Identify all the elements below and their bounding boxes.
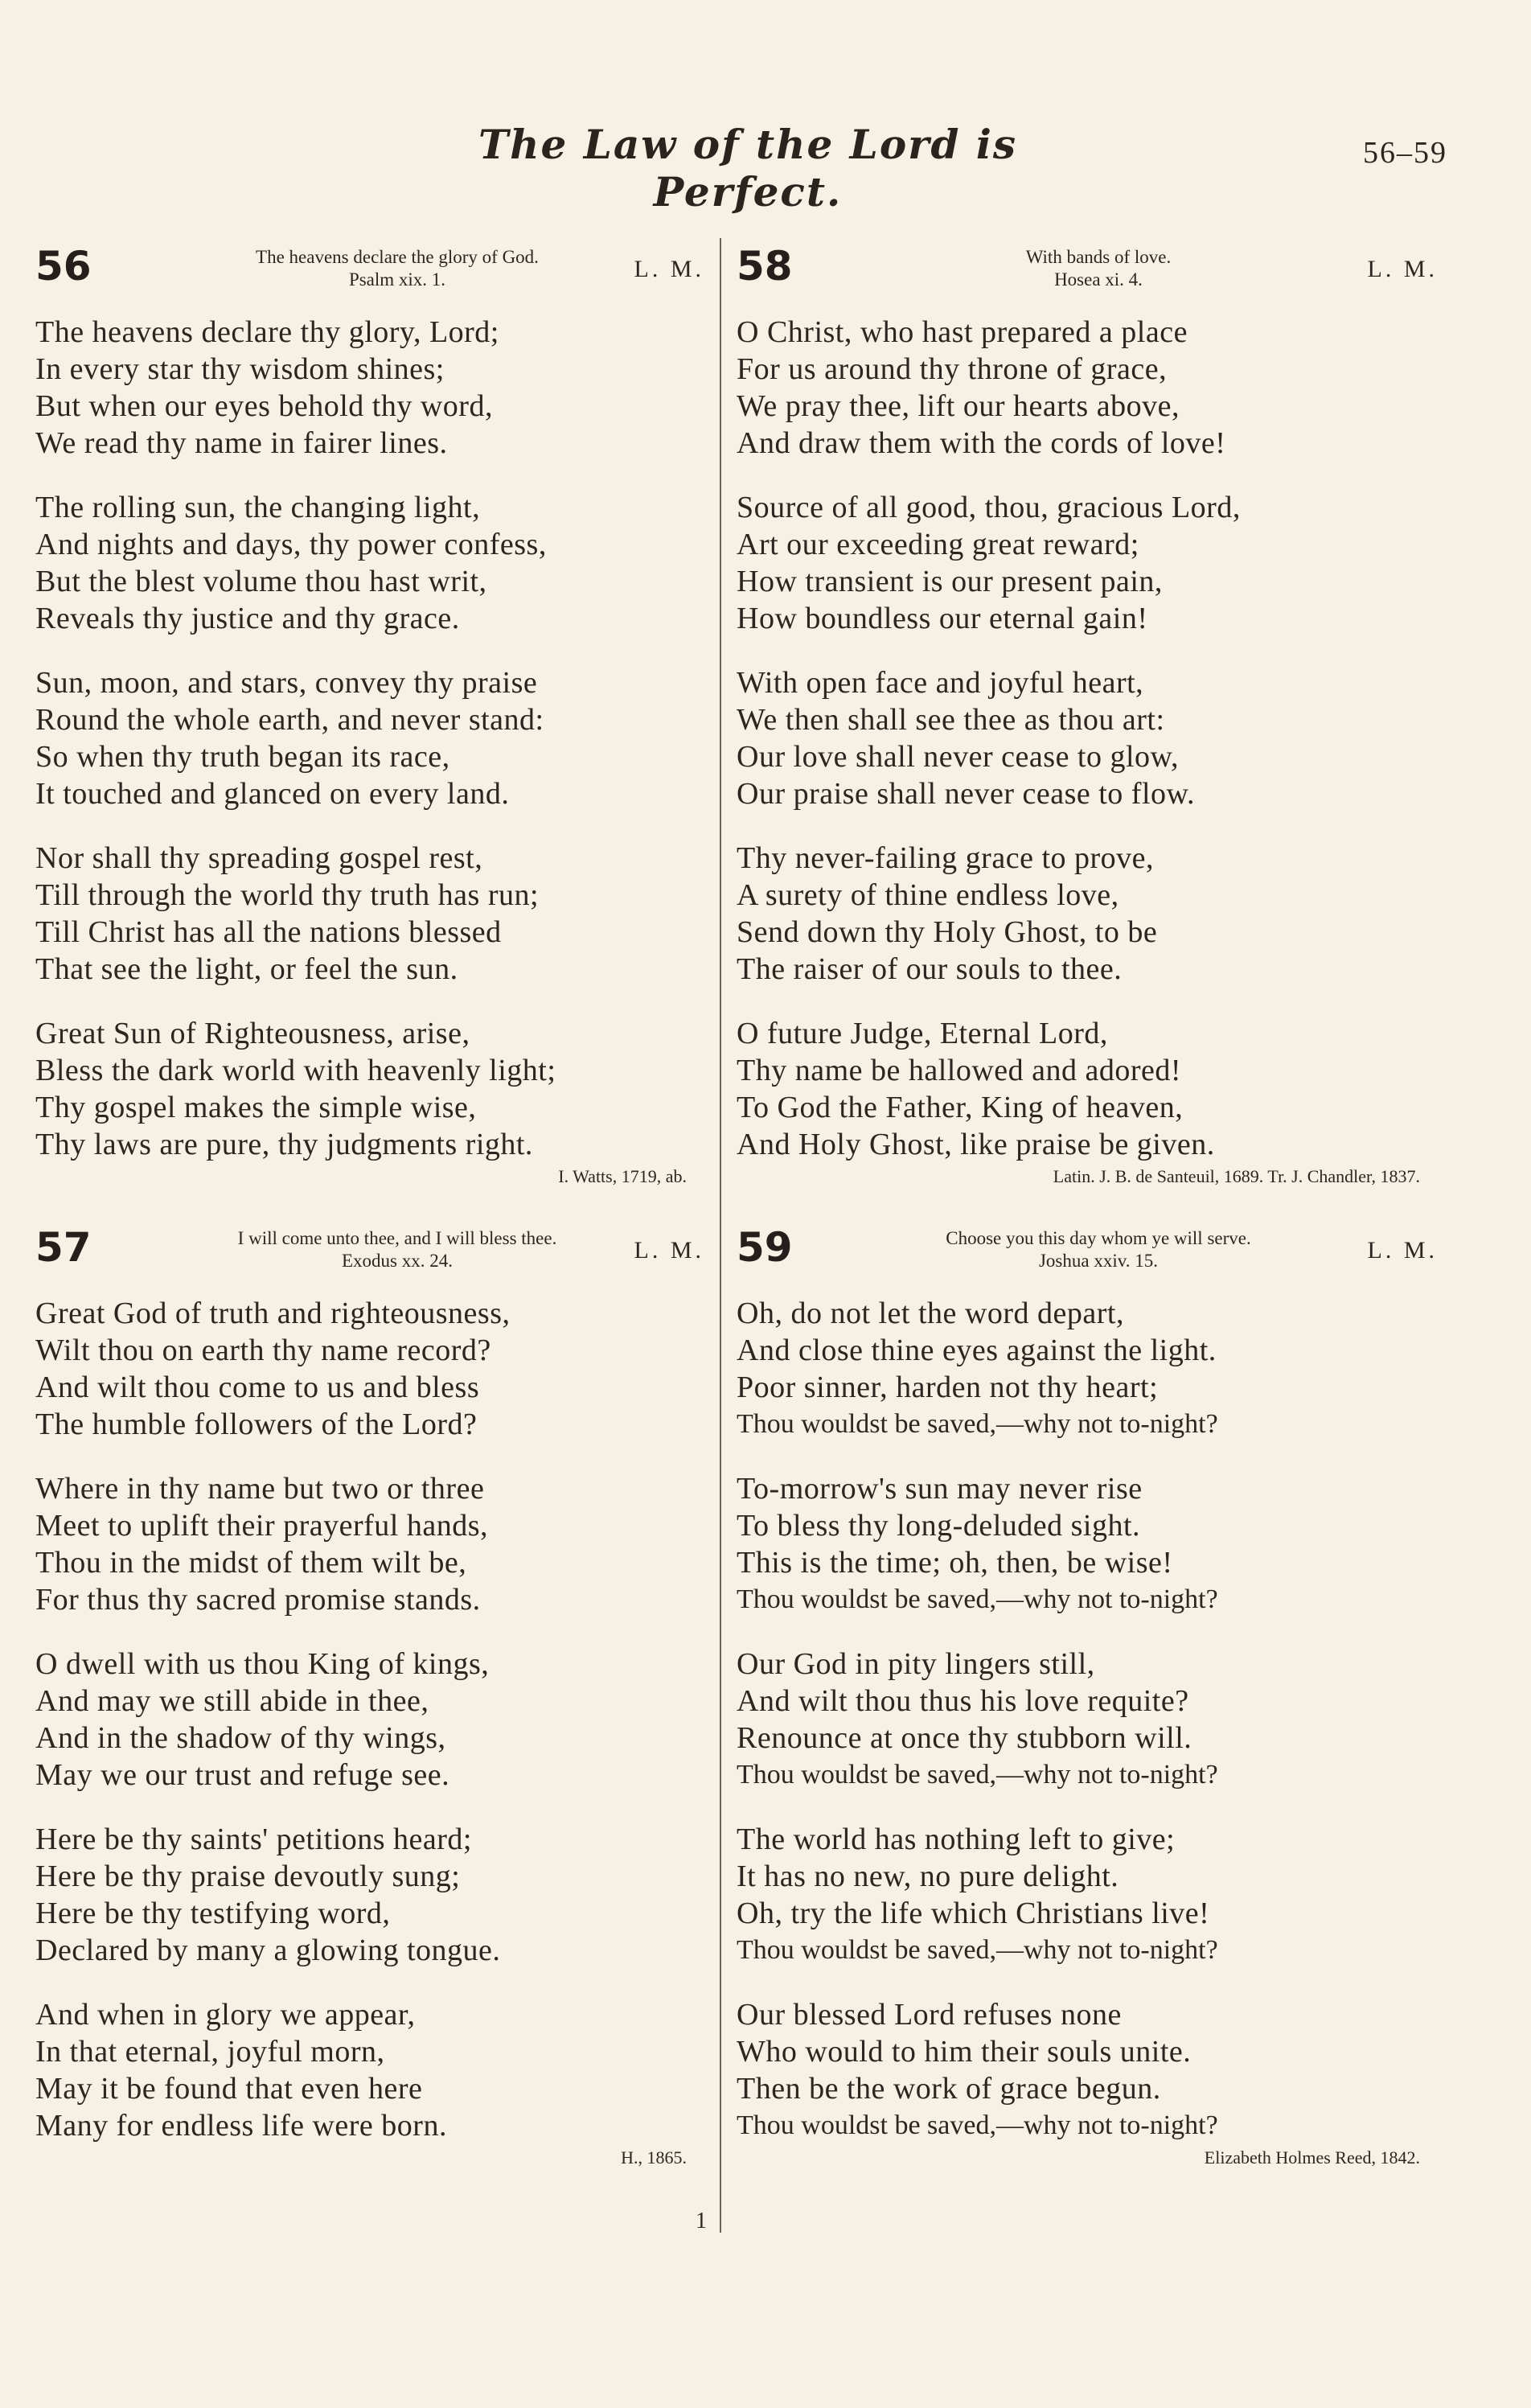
verse-line: Wilt thou on earth thy name record? [35, 1333, 491, 1367]
verse-line: And when in glory we appear, [35, 1998, 416, 2032]
verse-line: It touched and glanced on every land. [35, 777, 510, 811]
verse-line: Thy never-failing grace to prove, [737, 841, 1155, 875]
hymn-number: 56 [35, 243, 92, 290]
column-divider [720, 238, 721, 2233]
verse-line: For us around thy throne of grace, [737, 352, 1168, 386]
verse-line: May it be found that even here [35, 2072, 423, 2106]
author-attribution: I. Watts, 1719, ab. [558, 1166, 687, 1186]
verse-line: How transient is our present pain, [737, 565, 1163, 598]
page-range: 56–59 [1363, 136, 1447, 170]
verse-line: Here be thy testifying word, [35, 1896, 391, 1930]
verse-line: Thou in the midst of them wilt be, [35, 1546, 467, 1580]
stanza [35, 314, 711, 462]
verse-line: The rolling sun, the changing light, [35, 491, 481, 524]
stanza [35, 489, 711, 637]
refrain-line: Thou wouldst be saved,—why not to-night? [737, 1409, 1218, 1439]
verse-line: Round the whole earth, and never stand: [35, 703, 544, 737]
hymn-header [737, 1222, 1444, 1295]
stanza [737, 1470, 1444, 1618]
hymn-number: 57 [35, 1224, 92, 1271]
verse-line: And wilt thou come to us and bless [35, 1370, 480, 1404]
verse-line: Great God of truth and righteousness, [35, 1296, 511, 1330]
stanza [737, 1015, 1444, 1163]
verse-line: Till through the world thy truth has run; [35, 878, 540, 912]
verse-line: Our praise shall never cease to flow. [737, 777, 1195, 811]
hymn-subtitle [148, 1227, 646, 1272]
page-title: The Law of the Lord is Perfect. [478, 121, 1018, 216]
verse-line: Many for endless life were born. [35, 2109, 447, 2143]
verse-line: And nights and days, thy power confess, [35, 528, 547, 561]
verse-line: For thus thy sacred promise stands. [35, 1583, 481, 1617]
stanza [737, 1646, 1444, 1794]
refrain-line: Thou wouldst be saved,—why not to-night? [737, 1584, 1218, 1614]
stanza [737, 664, 1444, 812]
scripture-reference: Psalm xix. 1. [348, 269, 446, 290]
verse-line: The heavens declare thy glory, Lord; [35, 315, 499, 349]
verse-line: And Holy Ghost, like praise be given. [737, 1128, 1215, 1161]
stanza [35, 1996, 711, 2144]
hymn-subtitle [849, 1227, 1348, 1272]
verse-line: Then be the work of grace begun. [737, 2072, 1161, 2106]
verse-line: In every star thy wisdom shines; [35, 352, 445, 386]
verse-line: Declared by many a glowing tongue. [35, 1933, 501, 1967]
subtitle-text: I will come unto thee, and I will bless thee. [237, 1228, 557, 1248]
verse-line: Here be thy praise devoutly sung; [35, 1859, 461, 1893]
hymn-58 [737, 241, 1444, 1187]
verse-line: A surety of thine endless love, [737, 878, 1119, 912]
stanza [737, 314, 1444, 462]
verse-line: We read thy name in fairer lines. [35, 426, 448, 460]
verse-line: Sun, moon, and stars, convey thy praise [35, 666, 538, 700]
verse-line: Who would to him their souls unite. [737, 2035, 1192, 2069]
stanza [35, 1015, 711, 1163]
scripture-reference: Joshua xxiv. 15. [1038, 1251, 1158, 1271]
verse-line: The humble followers of the Lord? [35, 1407, 478, 1441]
verse-line: Our love shall never cease to glow, [737, 740, 1180, 774]
verse-line: Oh, try the life which Christians live! [737, 1896, 1210, 1930]
verse-line: To-morrow's sun may never rise [737, 1472, 1143, 1506]
author-attribution: Elizabeth Holmes Reed, 1842. [1204, 2147, 1420, 2168]
verse-line: Here be thy saints' petitions heard; [35, 1822, 472, 1856]
stanza [35, 1821, 711, 1969]
verse-line: May we our trust and refuge see. [35, 1758, 450, 1792]
verse-line: Our blessed Lord refuses none [737, 1998, 1122, 2032]
hymn-number: 58 [737, 243, 793, 290]
verse-line: But the blest volume thou hast writ, [35, 565, 487, 598]
stanza [35, 1646, 711, 1794]
right-column [737, 241, 1444, 2204]
stanza [737, 489, 1444, 637]
stanza [35, 840, 711, 988]
stanza [737, 1996, 1444, 2144]
scripture-reference: Hosea xi. 4. [1054, 269, 1143, 290]
verse-line: With open face and joyful heart, [737, 666, 1144, 700]
subtitle-text: The heavens declare the glory of God. [256, 247, 539, 267]
meter: L. M. [1367, 256, 1438, 282]
stanza [737, 1295, 1444, 1443]
verse-line: Oh, do not let the word depart, [737, 1296, 1124, 1330]
verse-line: We pray thee, lift our hearts above, [737, 389, 1180, 423]
footer-mark: 1 [696, 2209, 707, 2233]
scripture-reference: Exodus xx. 24. [342, 1251, 453, 1271]
refrain-line: Thou wouldst be saved,—why not to-night? [737, 1935, 1218, 1965]
verse-line: Thy gospel makes the simple wise, [35, 1091, 477, 1124]
hymn-57 [35, 1222, 711, 2168]
verse-line: This is the time; oh, then, be wise! [737, 1546, 1173, 1580]
stanza [737, 840, 1444, 988]
stanza [35, 1295, 711, 1443]
verse-line: Source of all good, thou, gracious Lord, [737, 491, 1241, 524]
verse-line: Our God in pity lingers still, [737, 1647, 1095, 1681]
verse-line: So when thy truth began its race, [35, 740, 450, 774]
verse-line: To God the Father, King of heaven, [737, 1091, 1184, 1124]
meter: L. M. [634, 1237, 704, 1264]
hymn-59 [737, 1222, 1444, 2168]
hymn-56 [35, 241, 711, 1187]
verse-line: And draw them with the cords of love! [737, 426, 1226, 460]
verse-line: And wilt thou thus his love requite? [737, 1684, 1189, 1718]
verse-line: Meet to uplift their prayerful hands, [35, 1509, 489, 1543]
stanza [35, 664, 711, 812]
verse-line: We then shall see thee as thou art: [737, 703, 1165, 737]
author-attribution: H., 1865. [621, 2147, 687, 2168]
verse-line: Send down thy Holy Ghost, to be [737, 915, 1158, 949]
hymn-header [35, 241, 711, 314]
verse-line: And may we still abide in thee, [35, 1684, 429, 1718]
author-attribution: Latin. J. B. de Santeuil, 1689. Tr. J. Chandler, 1837. [1053, 1166, 1420, 1186]
hymn-subtitle [148, 246, 646, 291]
verse-line: But when our eyes behold thy word, [35, 389, 493, 423]
verse-line: Renounce at once thy stubborn will. [737, 1721, 1192, 1755]
verse-line: O Christ, who hast prepared a place [737, 315, 1188, 349]
stanza [737, 1821, 1444, 1969]
verse-line: O dwell with us thou King of kings, [35, 1647, 490, 1681]
stanza [35, 1470, 711, 1618]
subtitle-text: With bands of love. [1025, 247, 1172, 267]
verse-line: Reveals thy justice and thy grace. [35, 602, 460, 635]
refrain-line: Thou wouldst be saved,—why not to-night? [737, 1760, 1218, 1790]
verse-line: How boundless our eternal gain! [737, 602, 1148, 635]
refrain-line: Thou wouldst be saved,—why not to-night? [737, 2110, 1218, 2140]
left-column [35, 241, 711, 2204]
verse-line: Where in thy name but two or three [35, 1472, 485, 1506]
verse-line: The raiser of our souls to thee. [737, 952, 1123, 986]
meter: L. M. [634, 256, 704, 282]
verse-line: O future Judge, Eternal Lord, [737, 1017, 1108, 1050]
verse-line: Thy laws are pure, thy judgments right. [35, 1128, 533, 1161]
hymn-header [737, 241, 1444, 314]
verse-line: It has no new, no pure delight. [737, 1859, 1119, 1893]
hymn-subtitle [849, 246, 1348, 291]
hymn-header [35, 1222, 711, 1295]
verse-line: Nor shall thy spreading gospel rest, [35, 841, 483, 875]
verse-line: And close thine eyes against the light. [737, 1333, 1217, 1367]
verse-line: The world has nothing left to give; [737, 1822, 1176, 1856]
verse-line: Thy name be hallowed and adored! [737, 1054, 1182, 1087]
verse-line: In that eternal, joyful morn, [35, 2035, 385, 2069]
verse-line: To bless thy long-deluded sight. [737, 1509, 1141, 1543]
verse-line: Art our exceeding great reward; [737, 528, 1139, 561]
verse-line: Great Sun of Righteousness, arise, [35, 1017, 470, 1050]
subtitle-text: Choose you this day whom ye will serve. [946, 1228, 1251, 1248]
verse-line: Bless the dark world with heavenly light; [35, 1054, 556, 1087]
hymn-number: 59 [737, 1224, 793, 1271]
verse-line: Poor sinner, harden not thy heart; [737, 1370, 1159, 1404]
verse-line: Till Christ has all the nations blessed [35, 915, 502, 949]
meter: L. M. [1367, 1237, 1438, 1264]
verse-line: That see the light, or feel the sun. [35, 952, 458, 986]
verse-line: And in the shadow of thy wings, [35, 1721, 446, 1755]
